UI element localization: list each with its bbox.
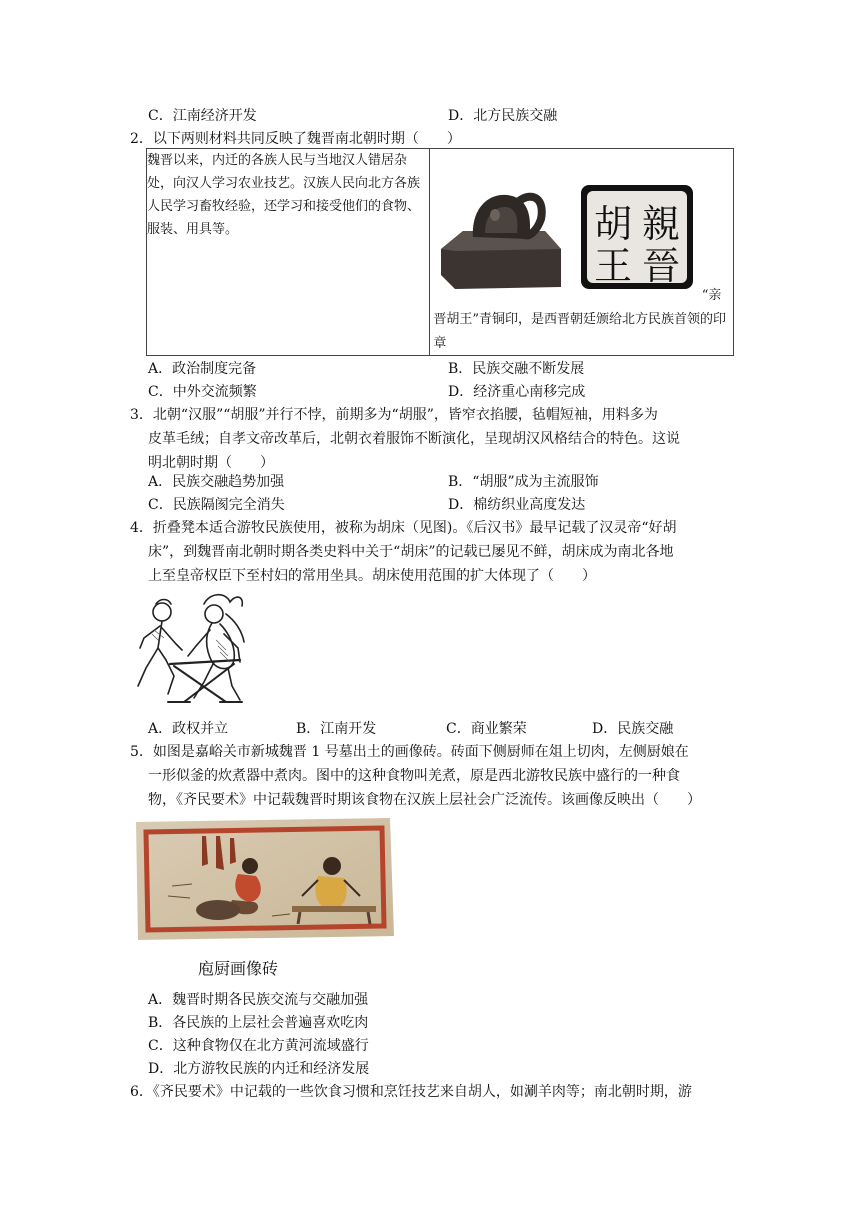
seal-char-2: 晉 [642,244,681,288]
q3-line-1: 3．北朝“汉服”“胡服”并行不悖，前期多为“胡服”，皆窄衣掐腰，毡帽短袖，用料多为 [130,407,658,423]
q3-option-b[interactable]: B．“胡服”成为主流服饰 [448,474,599,490]
q3-option-a[interactable]: A．民族交融趋势加强 [148,474,285,490]
q4-line-1: 4．折叠凳本适合游牧民族使用，被称为胡床（见图)。《后汉书》最早记载了汉灵帝“好胡 [130,520,677,536]
seal-char-3: 胡 [594,202,633,246]
q2-stem: 2．以下两则材料共同反映了魏晋南北朝时期（ ） [130,131,461,147]
q6-line-1: 6．《齐民要术》中记载的一些饮食习惯和烹饪技艺来自胡人，如涮羊肉等；南北朝时期，游 [130,1084,692,1100]
q5-line-2: 一形似釜的炊煮器中煮肉。图中的这种食物叫羌煮，原是西北游牧民族中盛行的一种食 [148,768,680,784]
q2-material-image-cell [430,149,734,356]
q2-material-table [146,148,734,356]
q4-line-3: 上至皇帝权臣下至村妇的常用坐具。胡床使用范围的扩大体现了（ ） [148,568,596,584]
q2-option-a[interactable]: A．政治制度完备 [148,361,257,377]
bronze-seal-image [433,179,699,293]
kitchen-brick-caption: 庖厨画像砖 [198,959,279,978]
q4-option-b[interactable]: B．江南开发 [296,721,377,737]
seal-caption [433,284,727,356]
q2-option-b[interactable]: B．民族交融不断发展 [448,361,585,377]
seal-caption-part1: “亲 [701,288,722,303]
q5-option-b[interactable]: B．各民族的上层社会普遍喜欢吃肉 [148,1015,369,1031]
q3-option-d[interactable]: D．棉纺织业高度发达 [448,497,586,513]
q5-option-c[interactable]: C．这种食物仅在北方黄河流域盛行 [148,1038,369,1054]
q3-option-c[interactable]: C．民族隔阂完全消失 [148,497,285,513]
q4-option-d[interactable]: D．民族交融 [592,721,674,737]
q5-option-d[interactable]: D．北方游牧民族的内迁和经济发展 [148,1061,370,1077]
q1-option-c[interactable]: C．江南经济开发 [148,108,257,124]
bronze-seal-object [441,195,561,289]
kitchen-brick-image [132,816,396,944]
q4-option-c[interactable]: C．商业繁荣 [446,721,527,737]
q2-option-c[interactable]: C．中外交流频繁 [148,384,257,400]
q5-option-a[interactable]: A．魏晋时期各民族交流与交融加强 [148,992,369,1008]
seal-impression [581,185,693,289]
q1-option-d[interactable]: D．北方民族交融 [448,108,558,124]
q5-line-1: 5．如图是嘉峪关市新城魏晋 1 号墓出土的画像砖。砖面下侧厨师在俎上切肉，左侧厨娘在 [130,744,689,760]
q2-material-text: 魏晋以来，内迁的各族人民与当地汉人错居杂处，向汉人学习农业技艺。汉族人民向北方各族人民学习畜牧经验，还学习和接受他们的食物、服装、用具等。 [147,149,430,356]
q2-option-d[interactable]: D．经济重心南移完成 [448,384,586,400]
q4-option-a[interactable]: A．政权并立 [148,721,229,737]
seal-char-4: 王 [594,244,633,288]
q5-line-3: 物，《齐民要术》中记载魏晋时期该食物在汉族上层社会广泛流传。该画像反映出（ ） [148,792,701,808]
hu-chuang-figure [130,590,254,712]
q4-line-2: 床”，到魏晋南北朝时期各类史料中关于“胡床”的记载已屡见不鲜，胡床成为南北各地 [148,544,674,560]
q3-line-3: 明北朝时期（ ） [148,455,274,471]
seal-char-1: 親 [642,202,681,246]
q3-line-2: 皮革毛绒；自孝文帝改革后，北朝衣着服饰不断演化，呈现胡汉风格结合的特色。这说 [148,431,680,447]
seal-caption-part2: 晋胡王”青铜印，是西晋朝廷颁给北方民族首领的印章 [433,312,727,351]
